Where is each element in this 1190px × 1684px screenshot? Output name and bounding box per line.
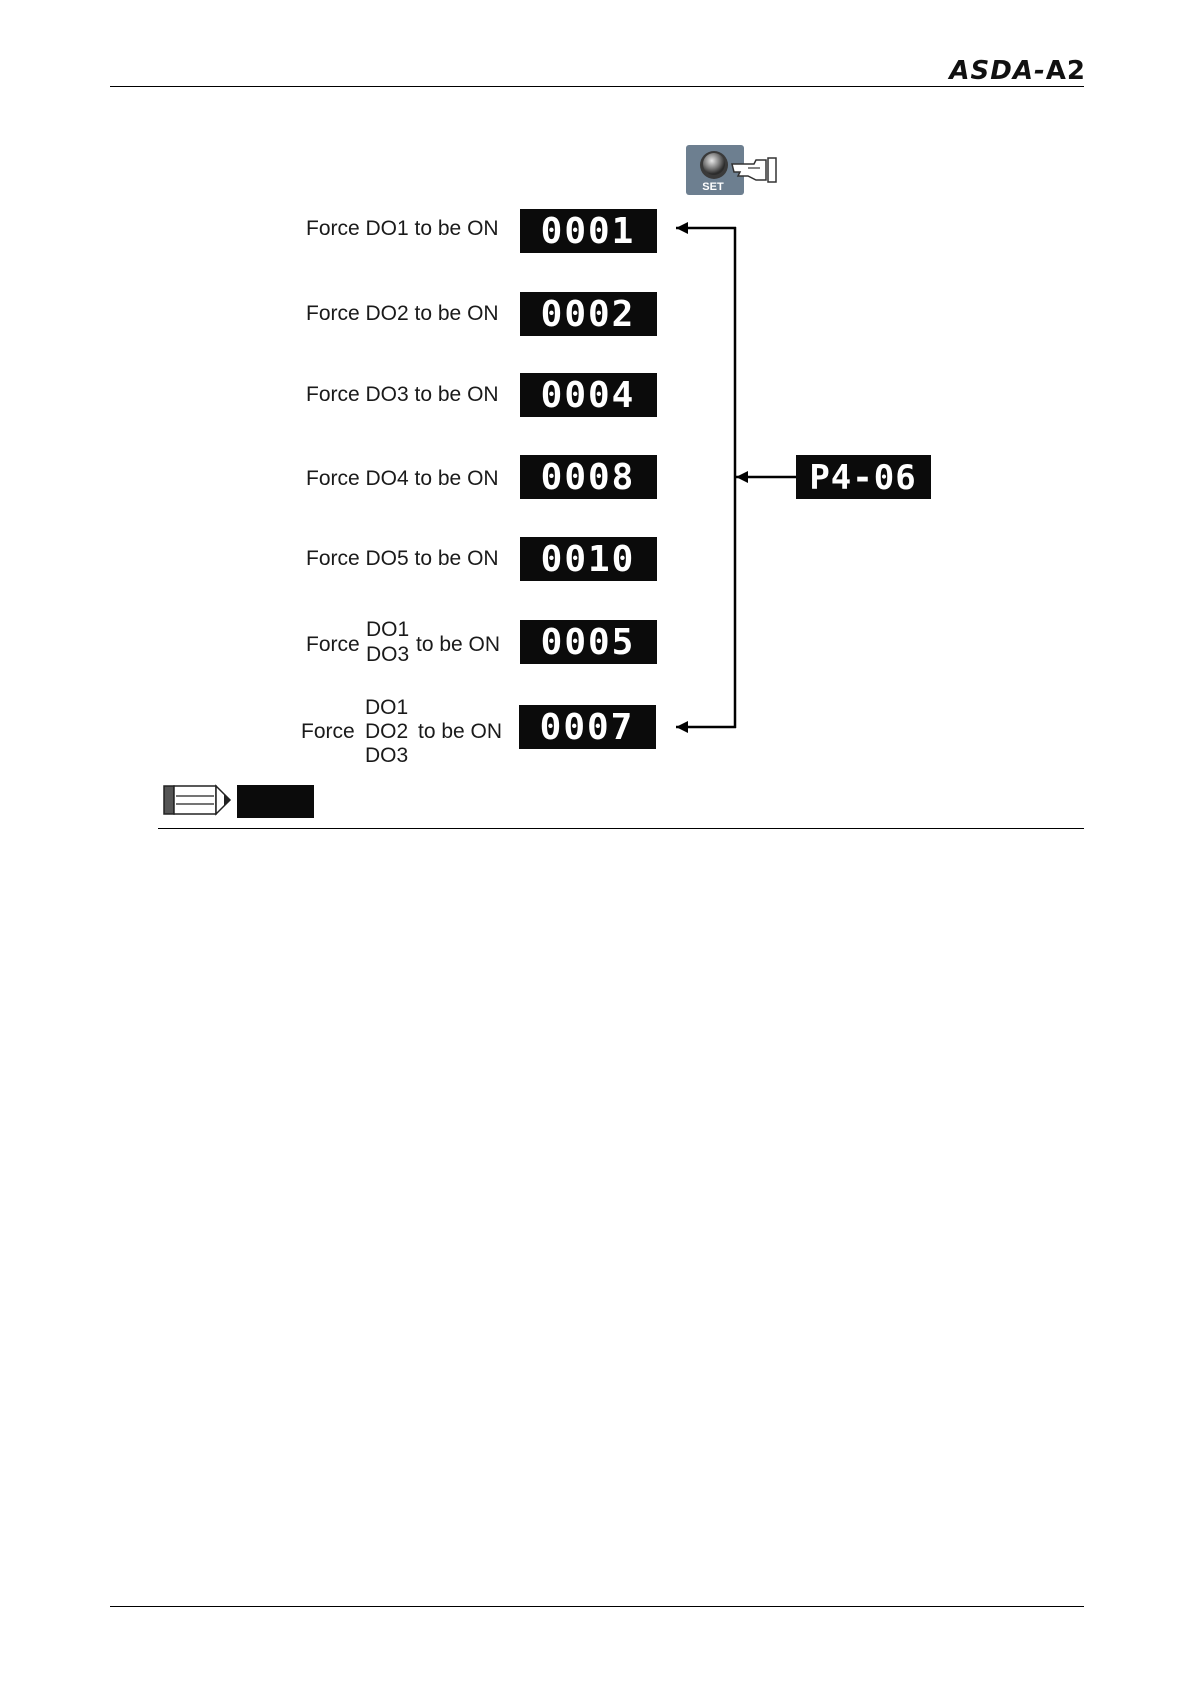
lcd-value-6: 0005 — [540, 622, 636, 663]
lcd-display-7 — [519, 705, 656, 749]
note-badge — [237, 785, 314, 818]
lcd-value-4: 0008 — [540, 457, 636, 498]
row-label-7-stack-2: DO2 — [365, 720, 409, 743]
lcd-value-5: 0010 — [540, 539, 636, 580]
row-label-1: Force DO1 to be ON — [306, 217, 499, 240]
set-button-label: SET — [702, 181, 724, 193]
row-label-7-suffix: to be ON — [418, 720, 503, 743]
row-label-7-stack-3: DO3 — [365, 744, 409, 767]
row-label-6-suffix: to be ON — [416, 633, 501, 656]
row-label-2: Force DO2 to be ON — [306, 302, 499, 325]
arrow-from-parameter-icon — [736, 471, 748, 483]
arrow-to-last-icon — [676, 721, 688, 733]
pointing-hand-icon — [726, 152, 782, 186]
row-label-6-stack-2: DO3 — [366, 643, 410, 666]
brand-main: ASDA — [949, 56, 1034, 86]
note-rule — [158, 828, 1084, 829]
parameter-display-value: P4-06 — [809, 458, 917, 498]
row-label-6-prefix: Force — [306, 633, 360, 656]
arrow-to-first-icon — [676, 222, 688, 234]
cycle-connector — [660, 200, 810, 740]
brand-suffix: A2 — [1045, 56, 1086, 86]
header-rule — [110, 86, 1084, 87]
lcd-display-4 — [520, 455, 657, 499]
lcd-display-5 — [520, 537, 657, 581]
row-label-7-stack-1: DO1 — [365, 696, 409, 719]
parameter-display — [796, 455, 931, 499]
row-label-5: Force DO5 to be ON — [306, 547, 499, 570]
lcd-display-1 — [520, 209, 657, 253]
lcd-display-6 — [520, 620, 657, 664]
brand-logo — [949, 56, 1086, 86]
brand-separator: - — [1033, 56, 1046, 86]
lcd-value-3: 0004 — [540, 375, 636, 416]
row-label-7-prefix: Force — [301, 720, 355, 743]
lcd-value-7: 0007 — [539, 707, 635, 748]
row-label-4: Force DO4 to be ON — [306, 467, 499, 490]
footer-rule — [110, 1606, 1084, 1607]
lcd-display-2 — [520, 292, 657, 336]
lcd-display-3 — [520, 373, 657, 417]
row-label-6-stack-1: DO1 — [366, 618, 410, 641]
lcd-value-2: 0002 — [540, 294, 636, 335]
row-label-3: Force DO3 to be ON — [306, 383, 499, 406]
pencil-icon — [162, 782, 234, 818]
lcd-value-1: 0001 — [540, 211, 636, 252]
